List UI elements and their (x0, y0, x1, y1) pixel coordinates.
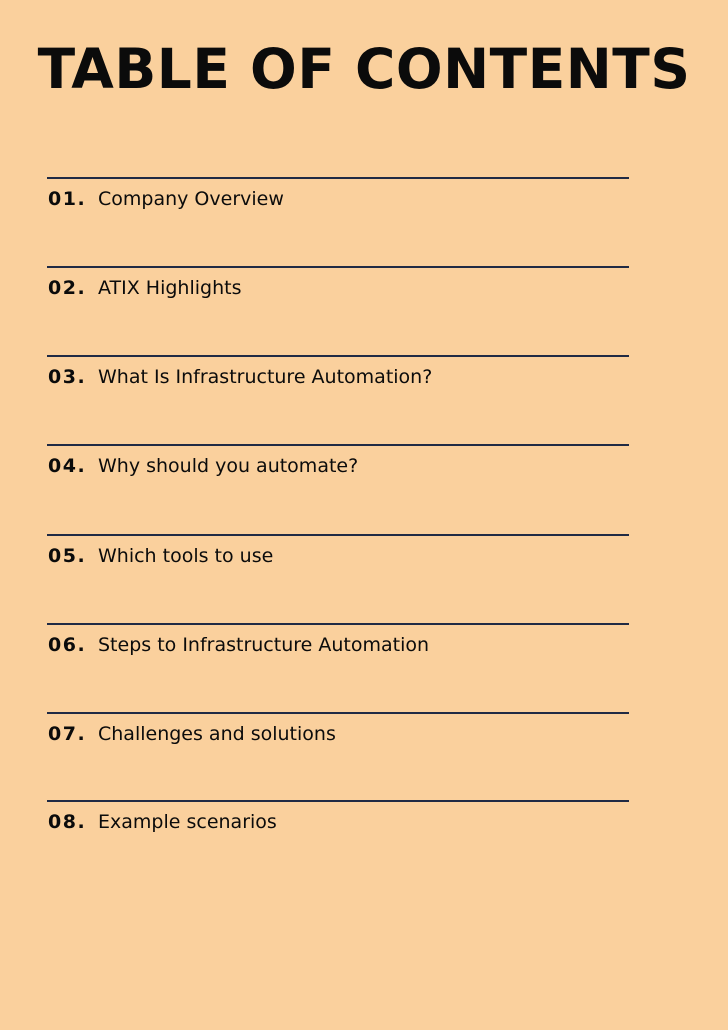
entry-label: ATIX Highlights (98, 277, 242, 299)
entry-number: 05. (48, 545, 87, 567)
toc-entry-01[interactable] (47, 177, 629, 237)
entry-label: Company Overview (98, 188, 284, 210)
divider-line (47, 623, 629, 625)
entry-label: Example scenarios (98, 811, 277, 833)
entry-label: Challenges and solutions (98, 723, 336, 745)
entry-number: 04. (48, 455, 87, 477)
entry-label: Which tools to use (98, 545, 274, 567)
entry-label: What Is Infrastructure Automation? (98, 366, 433, 388)
toc-entry-04[interactable] (47, 444, 629, 504)
divider-line (47, 800, 629, 802)
page-title: TABLE OF CONTENTS (37, 37, 691, 101)
entry-label: Why should you automate? (98, 455, 359, 477)
divider-line (47, 355, 629, 357)
entry-number: 01. (48, 188, 87, 210)
toc-entry-06[interactable] (47, 623, 629, 683)
entry-number: 03. (48, 366, 87, 388)
toc-entry-03[interactable] (47, 355, 629, 415)
toc-entry-08[interactable] (47, 800, 629, 860)
divider-line (47, 444, 629, 446)
table-of-contents (47, 0, 629, 1030)
divider-line (47, 177, 629, 179)
divider-line (47, 534, 629, 536)
toc-entry-05[interactable] (47, 534, 629, 594)
divider-line (47, 712, 629, 714)
toc-entry-07[interactable] (47, 712, 629, 772)
divider-line (47, 266, 629, 268)
entry-number: 08. (48, 811, 87, 833)
entry-label: Steps to Infrastructure Automation (98, 634, 430, 656)
entry-number: 07. (48, 723, 87, 745)
entry-number: 02. (48, 277, 87, 299)
toc-entry-02[interactable] (47, 266, 629, 326)
entry-number: 06. (48, 634, 87, 656)
